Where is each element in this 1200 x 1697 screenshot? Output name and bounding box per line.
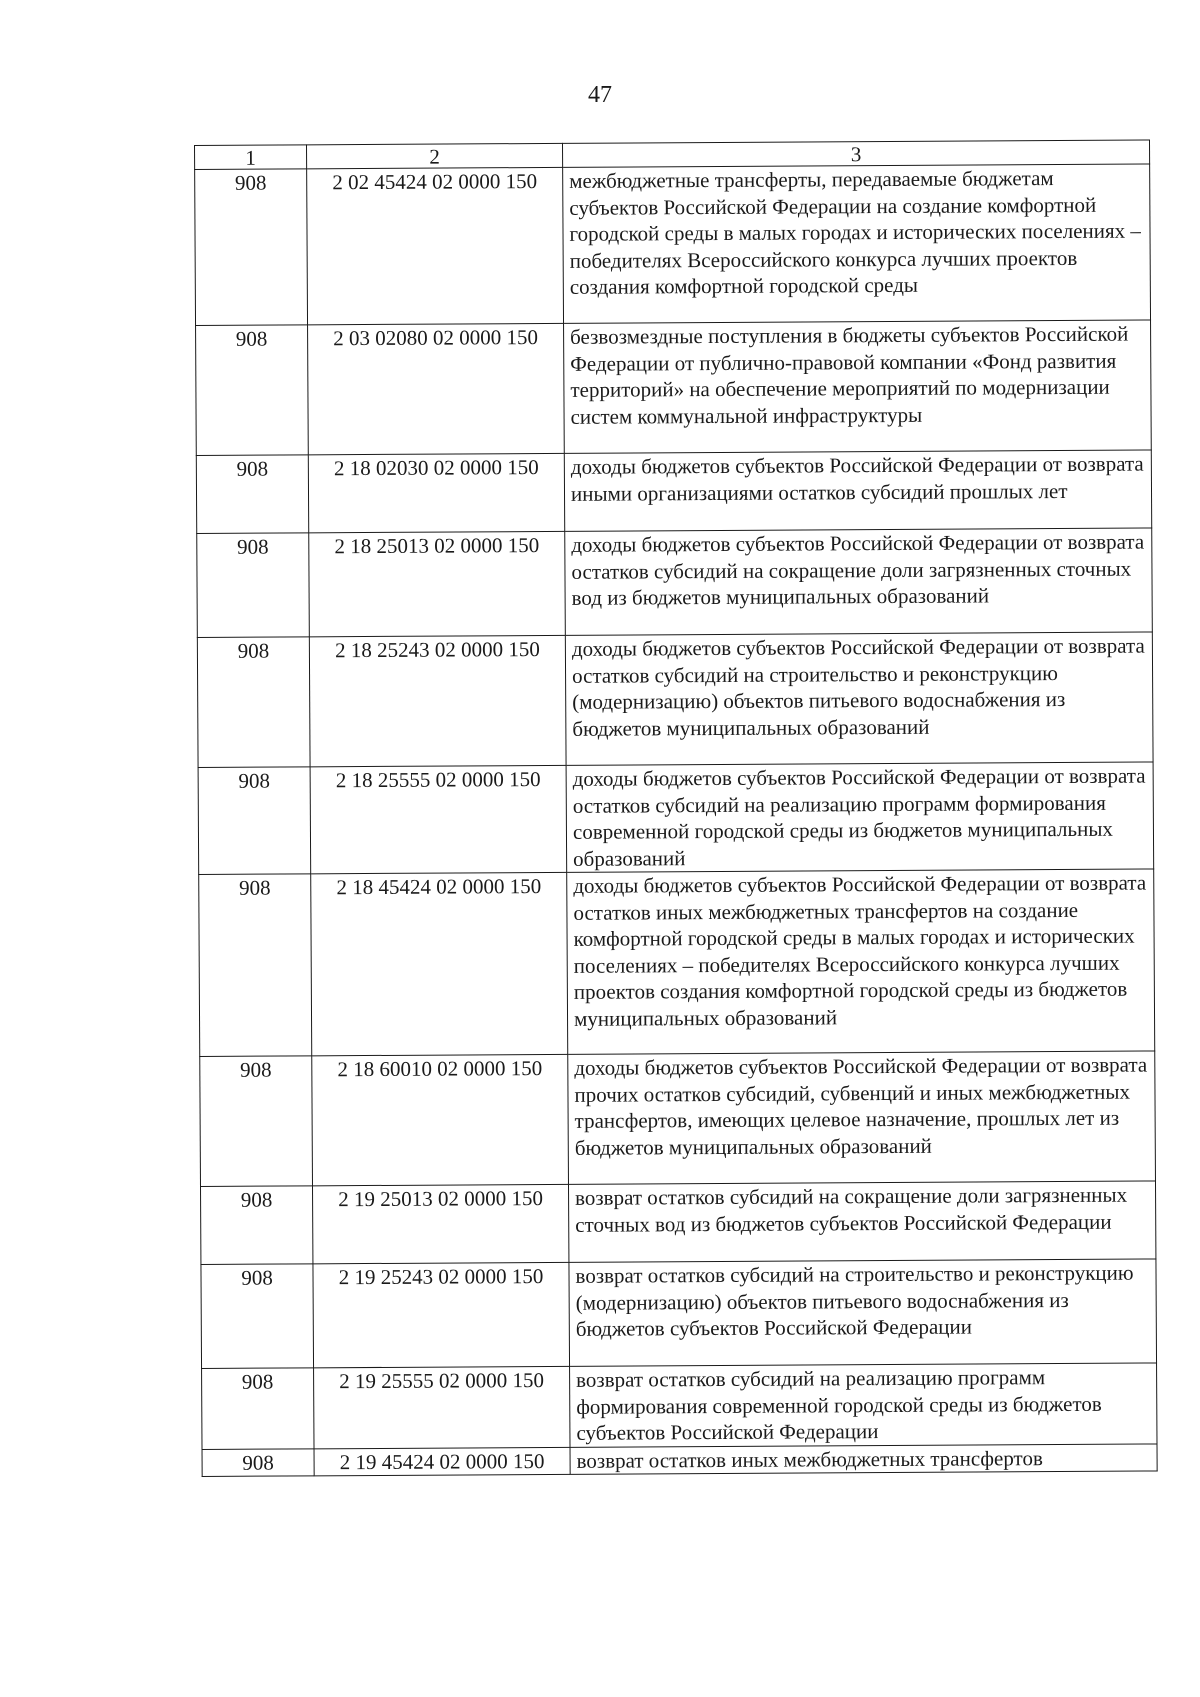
table-row — [200, 1051, 1156, 1186]
income-name-cell: возврат остатков иных межбюджетных трансфертов — [570, 1443, 1157, 1474]
admin-code-cell: 908 — [200, 1056, 313, 1187]
admin-code-cell: 908 — [202, 1448, 314, 1476]
table-row — [199, 869, 1155, 1056]
admin-code-cell: 908 — [196, 325, 309, 456]
table-row — [197, 528, 1153, 637]
budget-classification-table — [194, 139, 1158, 1476]
admin-code-cell: 908 — [197, 637, 310, 768]
admin-code-cell: 908 — [195, 169, 308, 326]
admin-code-cell: 908 — [202, 1368, 314, 1449]
income-name-cell: возврат остатков субсидий на строительство и реконструкцию (модернизацию) объектов питьевого водоснабжения из бюджетов субъектов Российской Федерации — [569, 1259, 1157, 1366]
budget-code-cell: 2 19 25555 02 0000 150 — [314, 1366, 570, 1448]
table-row — [196, 320, 1152, 455]
budget-code-cell: 2 18 25243 02 0000 150 — [309, 635, 566, 766]
table-row — [198, 762, 1154, 874]
income-name-cell: доходы бюджетов субъектов Российской Федерации от возврата остатков субсидий на строительство и реконструкцию (модернизацию) объектов питьевого водоснабжения из бюджетов муниципальных образований — [565, 632, 1153, 765]
admin-code-cell: 908 — [199, 874, 312, 1057]
budget-code-cell: 2 18 45424 02 0000 150 — [311, 872, 568, 1055]
budget-code-cell: 2 18 25013 02 0000 150 — [309, 531, 566, 636]
income-name-cell: доходы бюджетов субъектов Российской Федерации от возврата остатков субсидий на сокращение доли загрязненных сточных вод из бюджетов муниципальных образований — [565, 528, 1153, 635]
column-header-3: 3 — [562, 140, 1149, 167]
budget-code-cell: 2 19 25013 02 0000 150 — [312, 1184, 568, 1263]
table-row — [197, 632, 1153, 767]
admin-code-cell: 908 — [201, 1264, 314, 1369]
page-number: 47 — [588, 82, 612, 108]
income-name-cell: доходы бюджетов субъектов Российской Федерации от возврата остатков иных межбюджетных трансфертов на создание комфортной городской среды в малых городах и исторических поселениях – победителях Всероссийского конкурса лучших проектов создания комфортной городской среды из бюджетов муниципальных образований — [567, 869, 1155, 1054]
income-name-cell: межбюджетные трансферты, передаваемые бюджетам субъектов Российской Федерации на создание комфортной городской среды в малых городах и исторических поселениях – победителях Всероссийского конкурса лучших проектов создания комфортной городской среды — [563, 164, 1151, 323]
budget-code-cell: 2 18 25555 02 0000 150 — [310, 765, 567, 873]
income-name-cell: возврат остатков субсидий на сокращение доли загрязненных сточных вод из бюджетов субъектов Российской Федерации — [568, 1181, 1155, 1262]
income-name-cell: безвозмездные поступления в бюджеты субъектов Российской Федерации от публично-правовой компании «Фонд развития территорий» на обеспечение мероприятий по модернизации систем коммунальной инфраструктуры — [564, 320, 1152, 453]
table-row — [200, 1181, 1155, 1264]
budget-code-cell: 2 02 45424 02 0000 150 — [307, 167, 564, 324]
table-row — [202, 1363, 1157, 1449]
column-header-1: 1 — [195, 145, 307, 170]
income-name-cell: доходы бюджетов субъектов Российской Федерации от возврата иными организациями остатков субсидий прошлых лет — [564, 450, 1151, 531]
column-header-2: 2 — [307, 143, 563, 168]
admin-code-cell: 908 — [200, 1186, 312, 1265]
admin-code-cell: 908 — [196, 455, 308, 534]
income-name-cell: доходы бюджетов субъектов Российской Федерации от возврата прочих остатков субсидий, субвенций и иных межбюджетных трансфертов, имеющих целевое назначение, прошлых лет из бюджетов муниципальных образований — [568, 1051, 1156, 1184]
income-name-cell: доходы бюджетов субъектов Российской Федерации от возврата остатков субсидий на реализацию программ формирования современной городской среды из бюджетов муниципальных образований — [566, 762, 1154, 872]
admin-code-cell: 908 — [198, 767, 311, 875]
budget-code-cell: 2 03 02080 02 0000 150 — [308, 323, 565, 454]
admin-code-cell: 908 — [197, 533, 310, 638]
income-name-cell: возврат остатков субсидий на реализацию программ формирования современной городской среды из бюджетов субъектов Российской Федерации — [570, 1363, 1157, 1447]
budget-code-cell: 2 18 60010 02 0000 150 — [312, 1054, 569, 1185]
budget-code-cell: 2 19 25243 02 0000 150 — [313, 1262, 570, 1367]
budget-code-cell: 2 19 45424 02 0000 150 — [314, 1447, 570, 1476]
table-body — [195, 164, 1158, 1476]
table-row — [195, 164, 1151, 325]
table-row — [202, 1443, 1157, 1476]
table-row — [196, 450, 1151, 533]
budget-code-cell: 2 18 02030 02 0000 150 — [308, 453, 564, 532]
table-row — [201, 1259, 1157, 1368]
